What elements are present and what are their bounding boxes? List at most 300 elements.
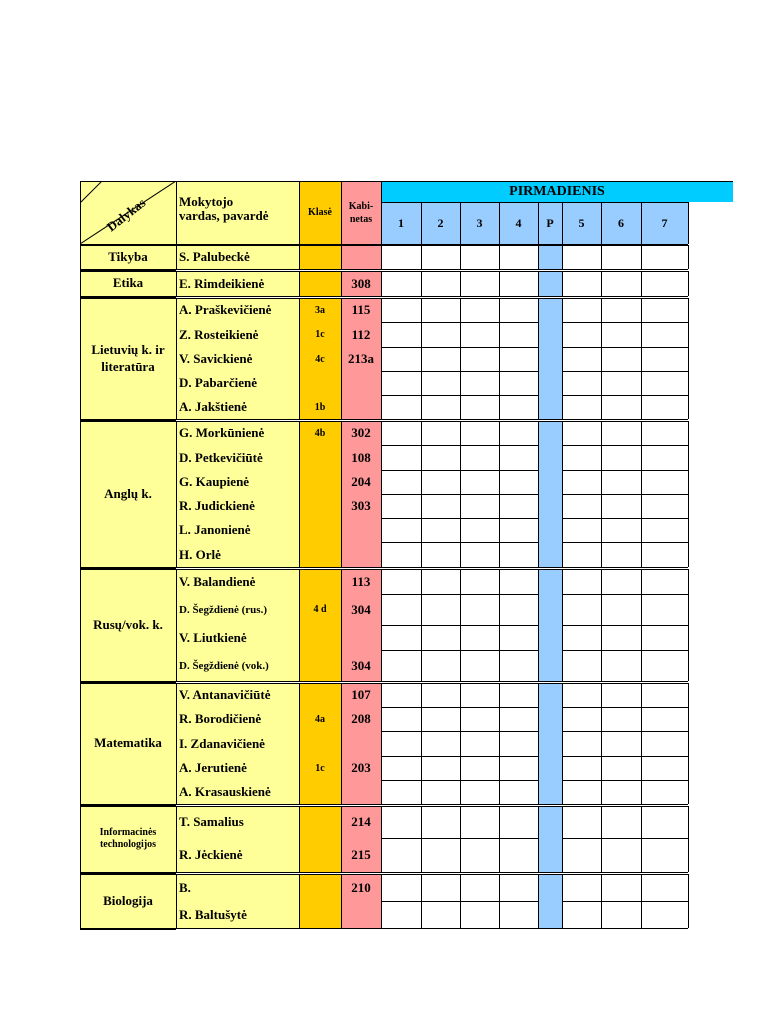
timetable-slot[interactable] [460,271,499,296]
kabinetas-cell [341,470,381,494]
timetable-slot[interactable] [460,518,499,542]
grid-line [341,298,342,419]
timetable-slot[interactable] [421,806,460,838]
timetable-slot[interactable] [421,421,460,445]
timetable-slot[interactable] [421,874,460,901]
grid-line [176,245,177,269]
kabinetas-cell [341,298,381,322]
kabinetas-value: 107 [351,687,371,702]
timetable-slot[interactable] [601,542,641,567]
timetable-slot[interactable] [601,371,641,395]
timetable-slot[interactable] [381,780,421,804]
grid-line [176,271,177,296]
timetable-slot[interactable] [641,650,688,681]
timetable-slot[interactable] [381,731,421,756]
timetable-slot[interactable] [538,683,562,707]
teacher-name: Z. Rosteikienė [179,326,259,342]
timetable-slot[interactable] [601,650,641,681]
period-label: 4 [515,215,522,230]
timetable-slot[interactable] [381,371,421,395]
timetable-slot[interactable] [499,347,538,371]
timetable-slot[interactable] [460,470,499,494]
subject-cell [80,271,176,296]
timetable-slot[interactable] [538,707,562,731]
timetable-slot[interactable] [499,298,538,322]
timetable-slot[interactable] [641,625,688,650]
timetable-slot[interactable] [460,494,499,518]
timetable-slot[interactable] [538,322,562,347]
timetable-slot[interactable] [641,542,688,567]
timetable-slot[interactable] [421,901,460,928]
timetable-slot[interactable] [421,838,460,872]
timetable-slot[interactable] [562,625,601,650]
grid-line [460,271,461,296]
grid-line [80,683,81,804]
timetable-slot[interactable] [381,806,421,838]
timetable-slot[interactable] [499,838,538,872]
teacher-name: L. Janonienė [179,522,251,537]
timetable-slot[interactable] [499,625,538,650]
timetable-slot[interactable] [641,683,688,707]
timetable-slot[interactable] [538,470,562,494]
timetable-slot[interactable] [538,756,562,780]
klase-cell [299,421,341,445]
timetable-slot[interactable] [641,322,688,347]
timetable-slot[interactable] [601,271,641,296]
timetable-slot[interactable] [538,518,562,542]
kabinetas-cell [341,901,381,928]
grid-line [299,245,300,269]
grid-line [341,421,342,567]
timetable-slot[interactable] [641,780,688,804]
timetable-slot[interactable] [538,901,562,928]
timetable-slot[interactable] [381,518,421,542]
subject-label: Biologija [103,892,153,908]
timetable-slot[interactable] [601,901,641,928]
grid-line [80,806,81,872]
timetable-slot[interactable] [421,470,460,494]
header-kabinetas-label-1: Kabi- [348,200,374,212]
timetable-slot[interactable] [460,650,499,681]
timetable-slot[interactable] [562,683,601,707]
timetable-slot[interactable] [499,494,538,518]
timetable-slot[interactable] [499,322,538,347]
kabinetas-cell [341,625,381,650]
timetable-slot[interactable] [499,470,538,494]
teacher-name: D. Šegždienė (vok.) [179,659,269,672]
timetable-slot[interactable] [421,518,460,542]
timetable-slot[interactable] [381,683,421,707]
timetable-slot[interactable] [421,625,460,650]
teacher-name: D. Pabarčienė [179,375,257,390]
grid-line [562,298,563,419]
timetable-slot[interactable] [641,445,688,470]
kabinetas-cell [341,707,381,731]
kabinetas-value: 304 [351,601,371,617]
timetable-slot[interactable] [538,542,562,567]
timetable-slot[interactable] [460,347,499,371]
timetable-slot[interactable] [641,874,688,901]
timetable-slot[interactable] [562,421,601,445]
kabinetas-cell [341,271,381,296]
timetable-slot[interactable] [562,874,601,901]
period-header-3 [460,202,499,244]
timetable-slot[interactable] [421,594,460,625]
header-dalykas-label: Dalykas [103,194,149,235]
timetable-slot[interactable] [499,650,538,681]
grid-line [80,181,81,244]
timetable-slot[interactable] [460,901,499,928]
grid-line [299,271,300,296]
timetable-slot[interactable] [460,806,499,838]
teacher-cell [176,731,299,756]
timetable-slot[interactable] [601,838,641,872]
timetable-slot[interactable] [601,707,641,731]
grid-line [562,806,563,872]
timetable-slot[interactable] [381,347,421,371]
timetable-slot[interactable] [381,421,421,445]
grid-line [499,806,500,872]
timetable-slot[interactable] [562,445,601,470]
timetable-slot[interactable] [562,470,601,494]
timetable-slot[interactable] [538,569,562,594]
timetable-slot[interactable] [562,569,601,594]
timetable-slot[interactable] [641,421,688,445]
timetable-slot[interactable] [499,756,538,780]
timetable-slot[interactable] [601,347,641,371]
timetable-slot[interactable] [641,594,688,625]
grid-line [341,181,342,244]
timetable-slot[interactable] [460,445,499,470]
kabinetas-value: 203 [351,760,371,775]
timetable-slot[interactable] [460,780,499,804]
grid-line [176,569,177,681]
timetable-slot[interactable] [460,731,499,756]
grid-line [381,181,733,182]
timetable-slot[interactable] [538,395,562,419]
timetable-slot[interactable] [421,322,460,347]
klase-cell [299,494,341,518]
grid-line [460,806,461,872]
timetable-slot[interactable] [499,542,538,567]
grid-line [381,569,382,681]
grid-line [80,806,688,807]
timetable-slot[interactable] [421,683,460,707]
timetable-slot[interactable] [538,780,562,804]
timetable-slot[interactable] [499,421,538,445]
timetable-slot[interactable] [538,806,562,838]
timetable-slot[interactable] [381,569,421,594]
grid-line [176,421,177,567]
timetable-slot[interactable] [460,322,499,347]
timetable-slot[interactable] [601,322,641,347]
timetable-slot[interactable] [499,780,538,804]
timetable-slot[interactable] [641,838,688,872]
timetable-slot[interactable] [460,707,499,731]
teacher-name: A. Krasauskienė [179,784,271,799]
timetable-slot[interactable] [641,756,688,780]
kabinetas-value: 108 [351,449,371,465]
timetable-slot[interactable] [381,874,421,901]
timetable-slot[interactable] [381,625,421,650]
timetable-slot[interactable] [538,245,562,269]
timetable-slot[interactable] [538,874,562,901]
teacher-name: A. Jerutienė [179,760,247,775]
teacher-cell [176,806,299,838]
timetable-slot[interactable] [421,707,460,731]
timetable-slot[interactable] [538,650,562,681]
teacher-name: T. Samalius [179,814,244,829]
timetable-slot[interactable] [460,625,499,650]
kabinetas-cell [341,542,381,567]
timetable-slot[interactable] [499,707,538,731]
timetable-slot[interactable] [562,518,601,542]
timetable-slot[interactable] [381,395,421,419]
timetable-slot[interactable] [421,780,460,804]
grid-line [562,202,563,244]
grid-line [641,874,642,928]
timetable-slot[interactable] [601,683,641,707]
timetable-slot[interactable] [421,494,460,518]
timetable-slot[interactable] [460,371,499,395]
timetable-slot[interactable] [562,298,601,322]
timetable-slot[interactable] [538,731,562,756]
timetable-slot[interactable] [421,347,460,371]
timetable-slot[interactable] [538,838,562,872]
timetable-slot[interactable] [421,650,460,681]
timetable-slot[interactable] [641,518,688,542]
timetable-slot[interactable] [601,756,641,780]
timetable-slot[interactable] [601,298,641,322]
klase-cell [299,322,341,347]
timetable-slot[interactable] [562,395,601,419]
timetable-slot[interactable] [562,594,601,625]
timetable-slot[interactable] [641,298,688,322]
timetable-slot[interactable] [538,625,562,650]
timetable-slot[interactable] [499,594,538,625]
timetable-slot[interactable] [538,421,562,445]
timetable-slot[interactable] [641,371,688,395]
klase-cell [299,542,341,567]
timetable-slot[interactable] [421,245,460,269]
grid-line [601,202,602,244]
timetable-slot[interactable] [641,245,688,269]
timetable-slot[interactable] [601,874,641,901]
grid-line [499,202,500,244]
timetable-slot[interactable] [562,650,601,681]
timetable-slot[interactable] [421,756,460,780]
timetable-slot[interactable] [499,569,538,594]
timetable-slot[interactable] [381,322,421,347]
timetable-slot[interactable] [381,542,421,567]
klase-value: 3a [315,304,325,316]
header-teacher-cell [176,181,299,244]
klase-cell [299,347,341,371]
timetable-slot[interactable] [499,806,538,838]
timetable-slot[interactable] [499,271,538,296]
grid-line [562,271,563,296]
timetable-slot[interactable] [562,901,601,928]
grid-line [299,874,300,928]
timetable-slot[interactable] [562,271,601,296]
teacher-name: V. Antanavičiūtė [179,687,271,702]
timetable-slot[interactable] [562,756,601,780]
timetable-slot[interactable] [381,756,421,780]
timetable-slot[interactable] [381,594,421,625]
timetable-slot[interactable] [499,395,538,419]
timetable-slot[interactable] [499,445,538,470]
timetable-slot[interactable] [641,271,688,296]
klase-cell [299,371,341,395]
timetable-slot[interactable] [460,594,499,625]
timetable-slot[interactable] [562,347,601,371]
timetable-slot[interactable] [562,322,601,347]
timetable-slot[interactable] [460,756,499,780]
timetable-slot[interactable] [538,298,562,322]
timetable-slot[interactable] [641,395,688,419]
kabinetas-cell [341,594,381,625]
timetable-slot[interactable] [421,298,460,322]
timetable-slot[interactable] [562,371,601,395]
timetable-slot[interactable] [460,542,499,567]
grid-line [562,245,563,269]
timetable-slot[interactable] [499,901,538,928]
timetable-slot[interactable] [381,245,421,269]
timetable-slot[interactable] [499,874,538,901]
timetable-slot[interactable] [499,683,538,707]
period-label: 7 [661,215,668,230]
timetable-slot[interactable] [499,731,538,756]
header-dalykas-cell [80,181,176,244]
timetable-slot[interactable] [601,470,641,494]
timetable-slot[interactable] [381,298,421,322]
timetable-slot[interactable] [460,395,499,419]
timetable-slot[interactable] [421,395,460,419]
timetable-slot[interactable] [601,395,641,419]
timetable-slot[interactable] [538,271,562,296]
grid-line [80,569,688,570]
timetable-slot[interactable] [538,445,562,470]
timetable-slot[interactable] [641,569,688,594]
timetable-slot[interactable] [562,780,601,804]
timetable-slot[interactable] [601,625,641,650]
timetable-slot[interactable] [601,731,641,756]
grid-line [641,271,642,296]
timetable-slot[interactable] [641,494,688,518]
grid-line [538,569,539,681]
timetable-slot[interactable] [460,421,499,445]
timetable-slot[interactable] [460,245,499,269]
timetable-slot[interactable] [460,569,499,594]
timetable-slot[interactable] [562,838,601,872]
teacher-cell [176,245,299,269]
timetable-slot[interactable] [421,445,460,470]
grid-line [421,683,422,804]
timetable-slot[interactable] [499,371,538,395]
grid-line [641,806,642,872]
timetable-slot[interactable] [601,780,641,804]
timetable-slot[interactable] [421,271,460,296]
timetable-slot[interactable] [601,445,641,470]
timetable-slot[interactable] [641,731,688,756]
grid-line [688,202,689,244]
timetable-slot[interactable] [601,245,641,269]
grid-line [601,271,602,296]
timetable-slot[interactable] [562,707,601,731]
timetable-slot[interactable] [562,806,601,838]
timetable-slot[interactable] [641,901,688,928]
timetable-slot[interactable] [641,347,688,371]
timetable-slot[interactable] [601,806,641,838]
timetable-slot[interactable] [381,901,421,928]
timetable-slot[interactable] [538,347,562,371]
timetable-slot[interactable] [499,245,538,269]
timetable-slot[interactable] [381,445,421,470]
timetable-slot[interactable] [460,838,499,872]
timetable-slot[interactable] [421,731,460,756]
grid-line [341,874,342,928]
timetable-slot[interactable] [460,683,499,707]
klase-value: 4c [315,353,325,365]
grid-line [641,683,642,804]
timetable-slot[interactable] [562,494,601,518]
timetable-slot[interactable] [601,494,641,518]
timetable-slot[interactable] [562,245,601,269]
timetable-slot[interactable] [381,470,421,494]
timetable-slot[interactable] [641,806,688,838]
klase-cell [299,245,341,269]
kabinetas-cell [341,245,381,269]
timetable-slot[interactable] [601,594,641,625]
teacher-cell [176,470,299,494]
teacher-cell [176,298,299,322]
timetable-slot[interactable] [601,569,641,594]
timetable-slot[interactable] [381,494,421,518]
grid-line [176,806,177,872]
teacher-cell [176,518,299,542]
grid-line [299,298,300,419]
timetable-slot[interactable] [460,298,499,322]
grid-line [538,421,539,567]
timetable-slot[interactable] [601,518,641,542]
timetable-slot[interactable] [641,707,688,731]
period-header-2 [421,202,460,244]
timetable-slot[interactable] [562,731,601,756]
kabinetas-value: 213a [348,351,374,366]
timetable-slot[interactable] [460,874,499,901]
timetable-slot[interactable] [381,838,421,872]
timetable-slot[interactable] [562,542,601,567]
timetable-slot[interactable] [641,470,688,494]
timetable-slot[interactable] [538,494,562,518]
klase-cell [299,901,341,928]
teacher-name: H. Orlė [179,546,221,562]
timetable-slot[interactable] [421,569,460,594]
timetable-slot[interactable] [499,518,538,542]
timetable-slot[interactable] [421,542,460,567]
timetable-slot[interactable] [381,271,421,296]
teacher-name: I. Zdanavičienė [179,735,265,751]
grid-line [538,874,539,928]
timetable-slot[interactable] [601,421,641,445]
timetable-slot[interactable] [381,707,421,731]
timetable-slot[interactable] [421,371,460,395]
timetable-slot[interactable] [538,594,562,625]
grid-line [688,683,689,804]
grid-line [381,874,382,928]
timetable-slot[interactable] [381,650,421,681]
timetable-slot[interactable] [538,371,562,395]
